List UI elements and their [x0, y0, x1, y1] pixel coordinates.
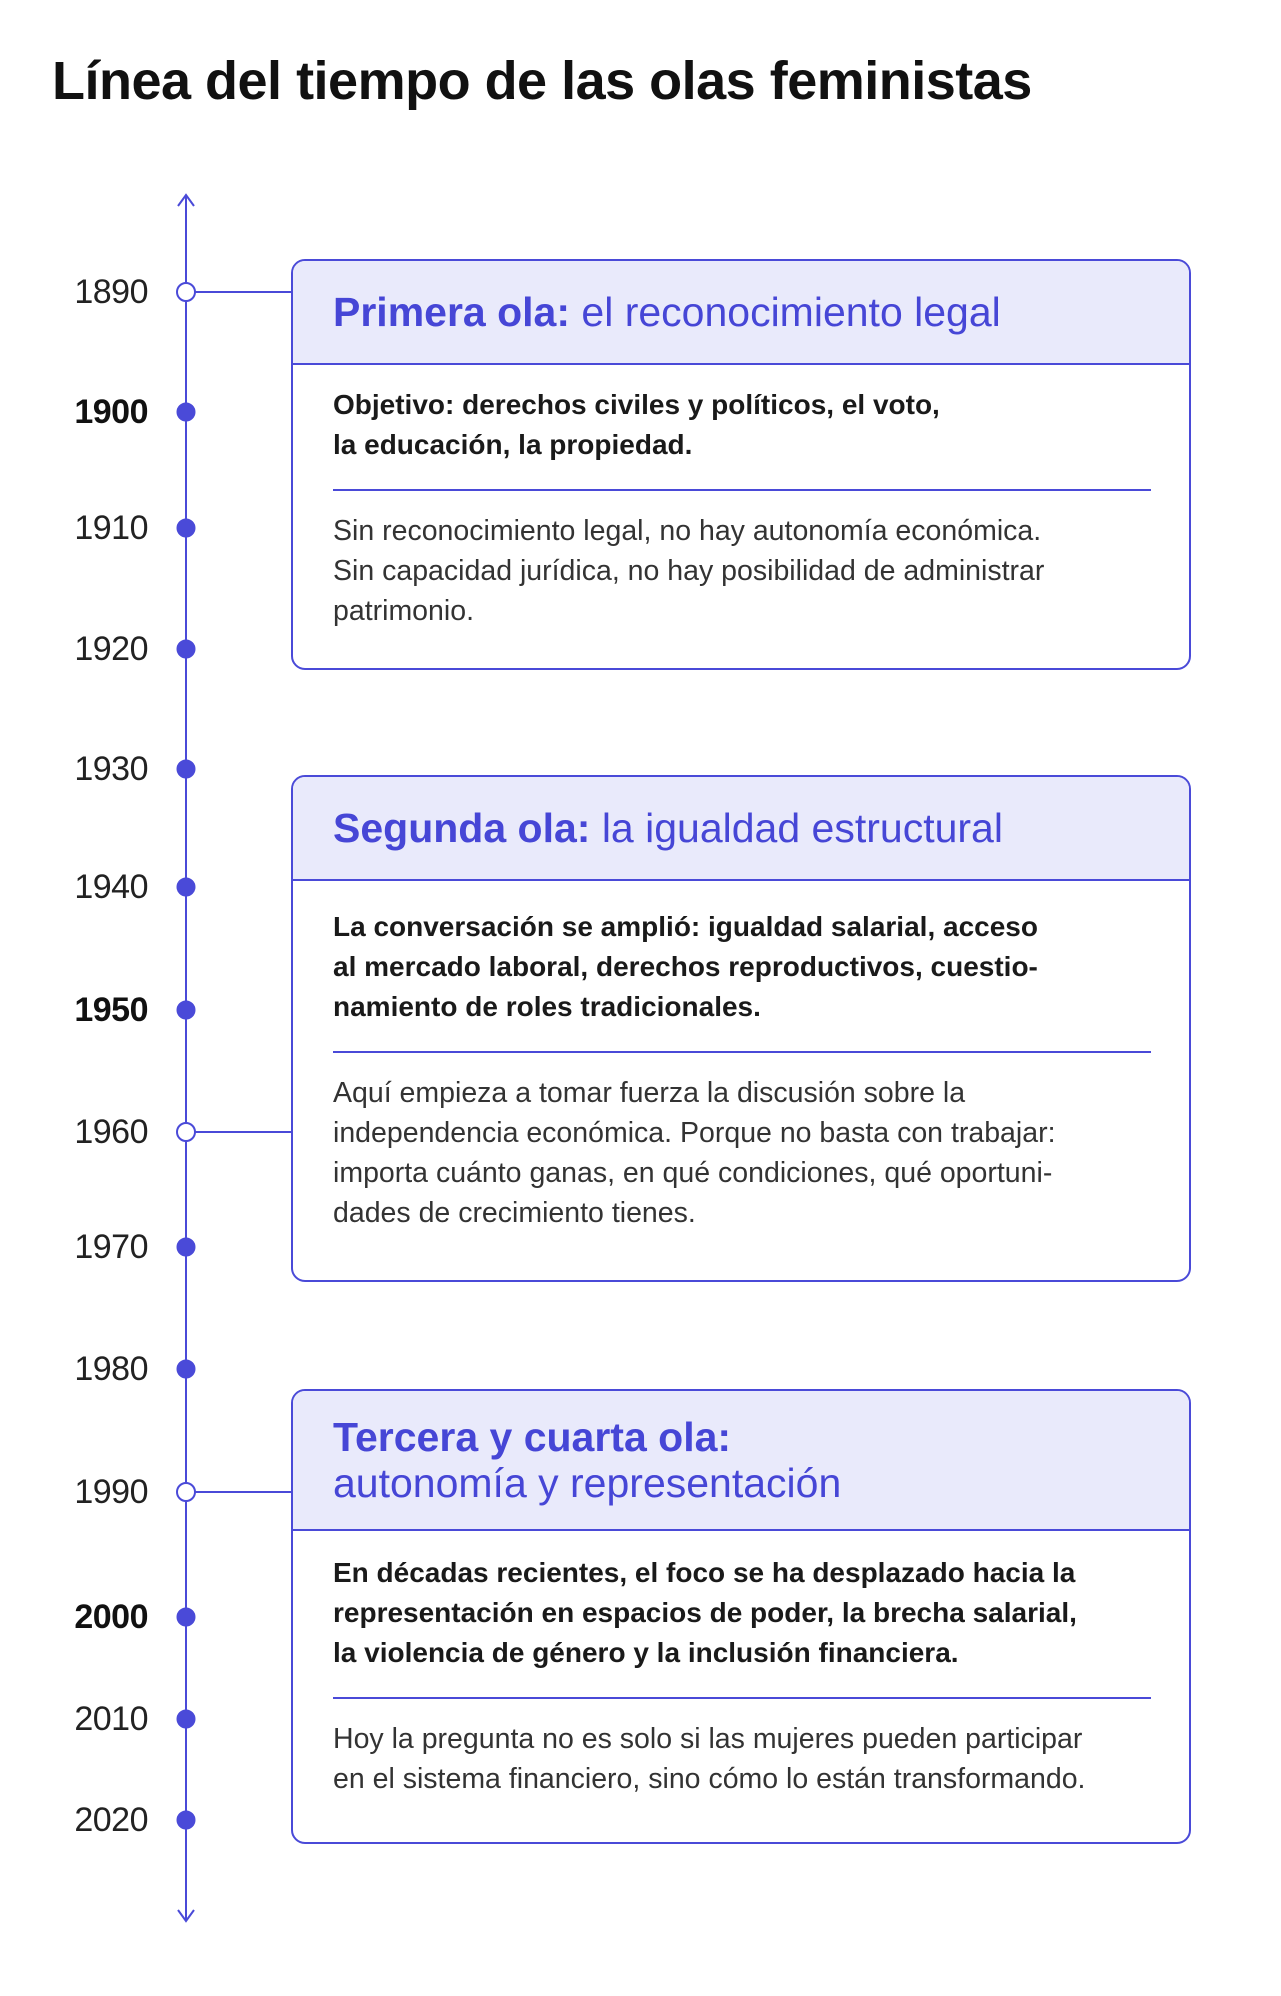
wave-body-text	[333, 1053, 1151, 1233]
wave-card-header	[293, 261, 1189, 365]
timeline-marker-filled	[178, 761, 195, 778]
wave-title-rest: autonomía y representación	[333, 1460, 842, 1506]
body-line: Aquí empieza a tomar fuerza la discusión sobre la	[333, 1077, 966, 1109]
year-label: 1960	[74, 1113, 148, 1151]
lead-line: al mercado laboral, derechos reproductivos, cuestio-	[333, 951, 1038, 982]
year-label: 1990	[74, 1473, 148, 1511]
body-line: independencia económica. Porque no basta con trabajar:	[333, 1117, 1056, 1149]
body-line: Sin reconocimiento legal, no hay autonomía económica.	[333, 515, 1042, 547]
timeline-marker-filled	[178, 641, 195, 658]
timeline-marker-filled	[178, 1361, 195, 1378]
wave-lead-text	[333, 907, 1151, 1053]
timeline-marker-filled	[178, 520, 195, 537]
wave-card	[291, 259, 1191, 670]
wave-card	[291, 1389, 1191, 1844]
wave-title-bold: Segunda ola:	[333, 805, 591, 851]
wave-lead-text	[333, 385, 1151, 491]
year-label: 1940	[74, 868, 148, 906]
timeline-marker-open	[177, 1483, 195, 1501]
lead-line: En décadas recientes, el foco se ha desplazado hacia la	[333, 1557, 1076, 1588]
timeline-marker-filled	[178, 404, 195, 421]
body-line: Sin capacidad jurídica, no hay posibilidad de administrar	[333, 555, 1045, 587]
wave-title-rest: el reconocimiento legal	[581, 289, 1001, 335]
lead-line: la violencia de género y la inclusión financiera.	[333, 1637, 959, 1668]
body-line: importa cuánto ganas, en qué condiciones, qué oportuni-	[333, 1157, 1053, 1189]
timeline-marker-filled	[178, 879, 195, 896]
lead-line: Objetivo: derechos civiles y políticos, el voto,	[333, 389, 940, 420]
page-title: Línea del tiempo de las olas feministas	[52, 51, 1032, 111]
timeline-marker-filled	[178, 1711, 195, 1728]
wave-title-bold: Tercera y cuarta ola:	[333, 1414, 732, 1460]
wave-card-header	[293, 1391, 1189, 1531]
year-label: 2000	[74, 1598, 148, 1636]
lead-line: representación en espacios de poder, la brecha salarial,	[333, 1597, 1077, 1628]
timeline-marker-filled	[178, 1609, 195, 1626]
timeline-marker-filled	[178, 1002, 195, 1019]
year-label: 1890	[74, 273, 148, 311]
wave-lead-text	[333, 1553, 1151, 1699]
year-label: 2010	[74, 1700, 148, 1738]
body-line: Hoy la pregunta no es solo si las mujeres pueden participar	[333, 1723, 1083, 1755]
wave-body-text	[333, 1699, 1151, 1799]
year-label: 1920	[74, 630, 148, 668]
wave-card-header	[293, 777, 1189, 881]
year-label: 1910	[74, 509, 148, 547]
body-line: en el sistema financiero, sino cómo lo están transformando.	[333, 1763, 1086, 1795]
timeline-marker-open	[177, 1123, 195, 1141]
year-label: 1980	[74, 1350, 148, 1388]
lead-line: namiento de roles tradicionales.	[333, 991, 761, 1022]
body-line: patrimonio.	[333, 595, 474, 627]
year-label: 1950	[74, 991, 148, 1029]
year-label: 2020	[74, 1801, 148, 1839]
timeline-marker-filled	[178, 1812, 195, 1829]
wave-card	[291, 775, 1191, 1282]
timeline-marker-filled	[178, 1239, 195, 1256]
timeline-marker-open	[177, 283, 195, 301]
wave-title-rest: la igualdad estructural	[601, 805, 1003, 851]
lead-line: la educación, la propiedad.	[333, 429, 693, 460]
wave-body-text	[333, 491, 1151, 631]
year-label: 1900	[74, 393, 148, 431]
lead-line: La conversación se amplió: igualdad salarial, acceso	[333, 911, 1038, 942]
year-label: 1930	[74, 750, 148, 788]
wave-title-bold: Primera ola:	[333, 289, 570, 335]
body-line: dades de crecimiento tienes.	[333, 1197, 696, 1229]
year-label: 1970	[74, 1228, 148, 1266]
